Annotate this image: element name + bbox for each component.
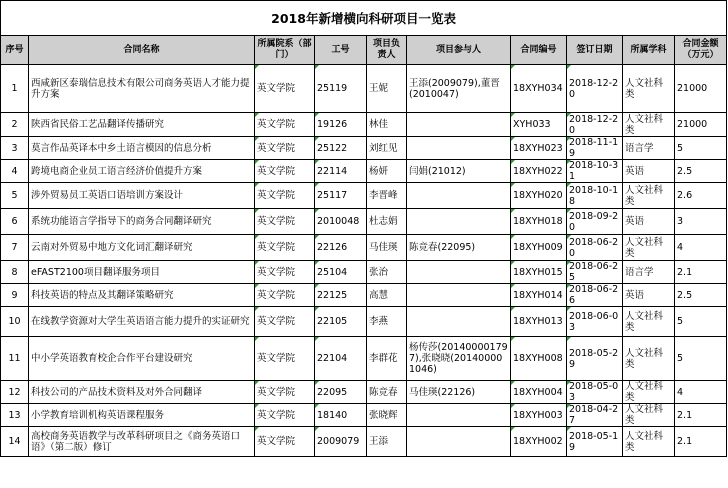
cell-subject[interactable]: 人文社科类 <box>623 381 675 404</box>
header-amount: 合同金额（万元） <box>675 36 727 65</box>
table-row <box>1 307 727 337</box>
cell-sign-date[interactable]: 2018-04-27 <box>567 404 623 427</box>
cell-members[interactable] <box>407 427 511 457</box>
cell-sign-date[interactable]: 2018-12-20 <box>567 65 623 113</box>
cell-sign-date[interactable]: 2018-09-20 <box>567 209 623 235</box>
table-row <box>1 183 727 209</box>
header-sign-date: 签订日期 <box>567 36 623 65</box>
cell-department[interactable]: 英文学院 <box>255 427 315 457</box>
cell-sign-date[interactable]: 2018-10-31 <box>567 160 623 183</box>
cell-contract-code[interactable]: 18XYH004 <box>511 381 567 404</box>
cell-contract-code[interactable]: 18XYH009 <box>511 235 567 261</box>
cell-members[interactable] <box>407 261 511 284</box>
cell-staff-id[interactable]: 2009079 <box>315 427 367 457</box>
cell-leader[interactable]: 李晋峰 <box>367 183 407 209</box>
cell-contract-code[interactable]: 18XYH014 <box>511 284 567 307</box>
cell-sign-date[interactable]: 2018-11-19 <box>567 137 623 160</box>
cell-members[interactable]: 王添(2009079),董晋(2010047) <box>407 65 511 113</box>
cell-amount[interactable]: 2.1 <box>675 261 727 284</box>
cell-amount[interactable]: 2.1 <box>675 404 727 427</box>
cell-subject[interactable]: 人文社科类 <box>623 404 675 427</box>
cell-department[interactable]: 英文学院 <box>255 235 315 261</box>
cell-amount[interactable]: 2.5 <box>675 284 727 307</box>
cell-no[interactable]: 12 <box>1 381 29 404</box>
table-title: 2018年新增横向科研项目一览表 <box>1 1 727 36</box>
cell-amount[interactable]: 21000 <box>675 113 727 137</box>
cell-contract-name[interactable]: 云南对外贸易中地方文化词汇翻译研究 <box>29 235 255 261</box>
cell-subject[interactable]: 语言学 <box>623 137 675 160</box>
cell-members[interactable] <box>407 183 511 209</box>
cell-contract-name[interactable]: 在线教学资源对大学生英语语言能力提升的实证研究 <box>29 307 255 337</box>
cell-members[interactable] <box>407 404 511 427</box>
cell-contract-name[interactable]: 跨境电商企业员工语言经济价值提升方案 <box>29 160 255 183</box>
cell-staff-id[interactable]: 25119 <box>315 65 367 113</box>
cell-department[interactable]: 英文学院 <box>255 65 315 113</box>
cell-staff-id[interactable]: 22095 <box>315 381 367 404</box>
cell-sign-date[interactable]: 2018-06-20 <box>567 235 623 261</box>
cell-amount[interactable]: 5 <box>675 307 727 337</box>
header-members: 项目参与人 <box>407 36 511 65</box>
cell-contract-code[interactable]: 18XYH003 <box>511 404 567 427</box>
cell-department[interactable]: 英文学院 <box>255 160 315 183</box>
cell-members[interactable]: 闫娟(21012) <box>407 160 511 183</box>
cell-no[interactable]: 6 <box>1 209 29 235</box>
cell-sign-date[interactable]: 2018-05-19 <box>567 427 623 457</box>
cell-staff-id[interactable]: 25117 <box>315 183 367 209</box>
cell-no[interactable]: 2 <box>1 113 29 137</box>
cell-contract-name[interactable]: 科技公司的产品技术资料及对外合同翻译 <box>29 381 255 404</box>
cell-amount[interactable]: 21000 <box>675 65 727 113</box>
cell-sign-date[interactable]: 2018-10-18 <box>567 183 623 209</box>
cell-amount[interactable]: 5 <box>675 337 727 381</box>
cell-contract-name[interactable]: 科技英语的特点及其翻译策略研究 <box>29 284 255 307</box>
cell-staff-id[interactable]: 19126 <box>315 113 367 137</box>
cell-staff-id[interactable]: 18140 <box>315 404 367 427</box>
cell-department[interactable]: 英文学院 <box>255 261 315 284</box>
cell-leader[interactable]: 王添 <box>367 427 407 457</box>
cell-staff-id[interactable]: 22126 <box>315 235 367 261</box>
cell-department[interactable]: 英文学院 <box>255 404 315 427</box>
cell-contract-name[interactable]: 涉外贸易员工英语口语培训方案设计 <box>29 183 255 209</box>
cell-subject[interactable]: 人文社科类 <box>623 235 675 261</box>
cell-department[interactable]: 英文学院 <box>255 183 315 209</box>
cell-subject[interactable]: 英语 <box>623 209 675 235</box>
cell-staff-id[interactable]: 2010048 <box>315 209 367 235</box>
cell-contract-name[interactable]: 中小学英语教育校企合作平台建设研究 <box>29 337 255 381</box>
table-row <box>1 113 727 137</box>
cell-no[interactable]: 13 <box>1 404 29 427</box>
cell-no[interactable]: 7 <box>1 235 29 261</box>
table-row <box>1 337 727 381</box>
cell-subject[interactable]: 英语 <box>623 284 675 307</box>
cell-contract-code[interactable]: 18XYH015 <box>511 261 567 284</box>
cell-staff-id[interactable]: 22114 <box>315 160 367 183</box>
cell-contract-code[interactable]: 18XYH013 <box>511 307 567 337</box>
cell-leader[interactable]: 杜志娟 <box>367 209 407 235</box>
table-row <box>1 209 727 235</box>
cell-contract-code[interactable]: 18XYH022 <box>511 160 567 183</box>
cell-contract-code[interactable]: 18XYH020 <box>511 183 567 209</box>
table-row <box>1 427 727 457</box>
cell-no[interactable]: 14 <box>1 427 29 457</box>
cell-department[interactable]: 英文学院 <box>255 284 315 307</box>
cell-contract-name[interactable]: 小学教育培训机构英语课程服务 <box>29 404 255 427</box>
header-subject: 所属学科 <box>623 36 675 65</box>
cell-subject[interactable]: 英语 <box>623 160 675 183</box>
cell-staff-id[interactable]: 22104 <box>315 337 367 381</box>
cell-no[interactable]: 10 <box>1 307 29 337</box>
cell-no[interactable]: 8 <box>1 261 29 284</box>
cell-no[interactable]: 4 <box>1 160 29 183</box>
cell-leader[interactable]: 刘红见 <box>367 137 407 160</box>
cell-amount[interactable]: 2.6 <box>675 183 727 209</box>
cell-department[interactable]: 英文学院 <box>255 307 315 337</box>
cell-leader[interactable]: 马佳瑛 <box>367 235 407 261</box>
cell-staff-id[interactable]: 25122 <box>315 137 367 160</box>
cell-members[interactable]: 马佳瑛(22126) <box>407 381 511 404</box>
cell-sign-date[interactable]: 2018-05-29 <box>567 337 623 381</box>
table-row <box>1 160 727 183</box>
header-contract-code: 合同编号 <box>511 36 567 65</box>
cell-amount[interactable]: 5 <box>675 137 727 160</box>
cell-contract-name[interactable]: 莫言作品英译本中乡土语言模因的信息分析 <box>29 137 255 160</box>
table-row <box>1 137 727 160</box>
cell-sign-date[interactable]: 2018-06-03 <box>567 307 623 337</box>
cell-contract-code[interactable]: 18XYH008 <box>511 337 567 381</box>
header-no: 序号 <box>1 36 29 65</box>
cell-contract-name[interactable]: 陕西省民俗工艺品翻译传播研究 <box>29 113 255 137</box>
cell-members[interactable] <box>407 113 511 137</box>
cell-subject[interactable]: 人文社科类 <box>623 65 675 113</box>
cell-contract-code[interactable]: 18XYH034 <box>511 65 567 113</box>
cell-amount[interactable]: 2.5 <box>675 160 727 183</box>
cell-department[interactable]: 英文学院 <box>255 209 315 235</box>
cell-subject[interactable]: 人文社科类 <box>623 307 675 337</box>
cell-subject[interactable]: 人文社科类 <box>623 183 675 209</box>
cell-contract-name[interactable]: 高校商务英语教学与改革科研项目之《商务英语口语》（第二版）修订 <box>29 427 255 457</box>
cell-contract-name[interactable]: 西咸新区泰瑞信息技术有限公司商务英语人才能力提升方案 <box>29 65 255 113</box>
cell-leader[interactable]: 张晓辉 <box>367 404 407 427</box>
cell-contract-name[interactable]: 系统功能语言学指导下的商务合同翻译研究 <box>29 209 255 235</box>
cell-no[interactable]: 5 <box>1 183 29 209</box>
cell-subject[interactable]: 语言学 <box>623 261 675 284</box>
cell-staff-id[interactable]: 25104 <box>315 261 367 284</box>
cell-members[interactable] <box>407 137 511 160</box>
cell-members[interactable] <box>407 284 511 307</box>
cell-amount[interactable]: 4 <box>675 235 727 261</box>
cell-sign-date[interactable]: 2018-05-03 <box>567 381 623 404</box>
cell-leader[interactable]: 李群花 <box>367 337 407 381</box>
cell-no[interactable]: 11 <box>1 337 29 381</box>
table-row <box>1 381 727 404</box>
cell-contract-name[interactable]: eFAST2100项目翻译服务项目 <box>29 261 255 284</box>
header-leader: 项目负责人 <box>367 36 407 65</box>
cell-members[interactable]: 杨传莎(201400001797),张晓晓(201400001046) <box>407 337 511 381</box>
table-row <box>1 261 727 284</box>
cell-leader[interactable]: 张治 <box>367 261 407 284</box>
cell-leader[interactable]: 高慧 <box>367 284 407 307</box>
cell-leader[interactable]: 林佳 <box>367 113 407 137</box>
cell-no[interactable]: 9 <box>1 284 29 307</box>
table-row <box>1 404 727 427</box>
cell-department[interactable]: 英文学院 <box>255 381 315 404</box>
cell-amount[interactable]: 4 <box>675 381 727 404</box>
cell-subject[interactable]: 人文社科类 <box>623 113 675 137</box>
cell-amount[interactable]: 3 <box>675 209 727 235</box>
header-department: 所属院系（部门） <box>255 36 315 65</box>
cell-leader[interactable]: 王妮 <box>367 65 407 113</box>
cell-no[interactable]: 3 <box>1 137 29 160</box>
cell-department[interactable]: 英文学院 <box>255 337 315 381</box>
cell-leader[interactable]: 李燕 <box>367 307 407 337</box>
cell-staff-id[interactable]: 22105 <box>315 307 367 337</box>
cell-leader[interactable]: 杨妍 <box>367 160 407 183</box>
header-contract-name: 合同名称 <box>29 36 255 65</box>
cell-members[interactable] <box>407 209 511 235</box>
header-staff-id: 工号 <box>315 36 367 65</box>
cell-amount[interactable]: 2.1 <box>675 427 727 457</box>
cell-no[interactable]: 1 <box>1 65 29 113</box>
cell-staff-id[interactable]: 22125 <box>315 284 367 307</box>
cell-contract-code[interactable]: 18XYH018 <box>511 209 567 235</box>
cell-leader[interactable]: 陈竞春 <box>367 381 407 404</box>
cell-subject[interactable]: 人文社科类 <box>623 337 675 381</box>
cell-contract-code[interactable]: 18XYH023 <box>511 137 567 160</box>
table-row <box>1 284 727 307</box>
cell-members[interactable] <box>407 307 511 337</box>
cell-sign-date[interactable]: 2018-06-26 <box>567 284 623 307</box>
cell-contract-code[interactable]: XYH033 <box>511 113 567 137</box>
cell-department[interactable]: 英文学院 <box>255 113 315 137</box>
cell-members[interactable]: 陈竞春(22095) <box>407 235 511 261</box>
cell-sign-date[interactable]: 2018-06-25 <box>567 261 623 284</box>
cell-contract-code[interactable]: 18XYH002 <box>511 427 567 457</box>
cell-sign-date[interactable]: 2018-12-20 <box>567 113 623 137</box>
cell-department[interactable]: 英文学院 <box>255 137 315 160</box>
table-row <box>1 235 727 261</box>
cell-subject[interactable]: 人文社科类 <box>623 427 675 457</box>
table-row <box>1 65 727 113</box>
